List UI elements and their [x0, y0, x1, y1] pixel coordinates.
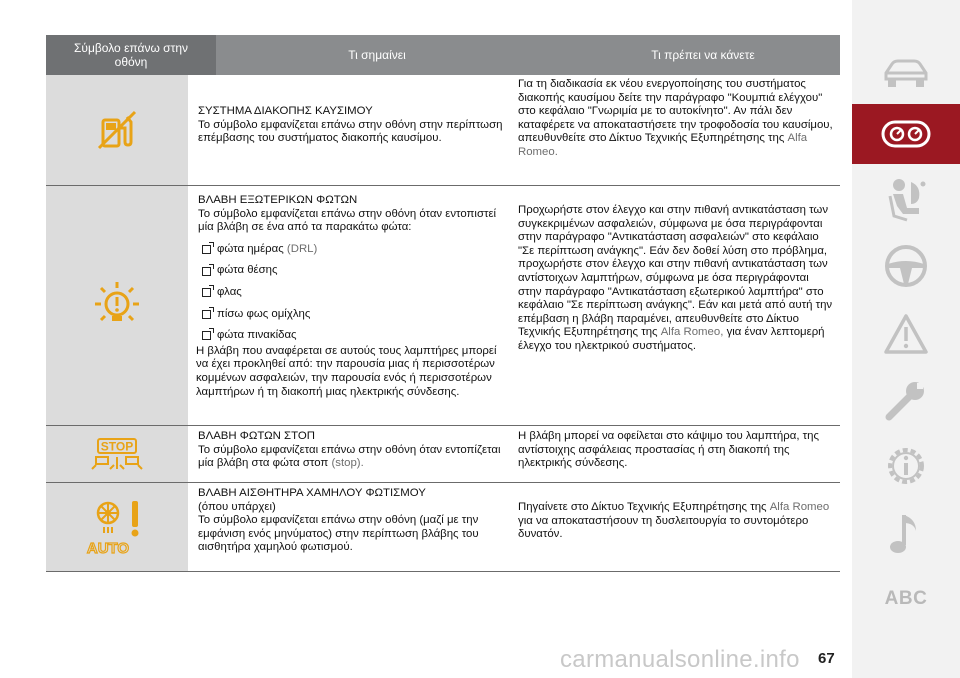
checkbox-bullet-icon	[202, 310, 211, 319]
watermark: carmanualsonline.info	[560, 646, 800, 673]
meaning-title: ΒΛΑΒΗ ΦΩΤΩΝ ΣΤΟΠ	[198, 430, 315, 442]
action-text: Για τη διαδικασία εκ νέου ενεργοποίησης του συστήματος διακοπής καυσίμου δείτε την παράγραφο "Κουμπιά ελέγχου" στο κεφάλαιο "Γνωριμία με το αυτοκίνητο". Αν πάλι δεν καταφέρετε να αποκαταστήσετε την τροφοδοσία του καυσίμου, απευθυνθείτε στο Δίκτυο Τεχνικής Εξυπηρέτησης της	[518, 78, 833, 145]
sidebar-item-maintenance[interactable]	[852, 436, 960, 496]
list-item	[202, 264, 504, 278]
meaning-text: Το σύμβολο εμφανίζεται επάνω στην οθόνη στην περίπτωση επέμβασης του συστήματος διακοπής καυσίμου.	[198, 118, 503, 145]
sidebar-item-multimedia[interactable]	[852, 504, 960, 564]
meaning-text: Το σύμβολο εμφανίζεται επάνω στην οθόνη όταν εντοπιστεί μία βλάβη σε ένα από τα παρακάτω φώτα:	[198, 207, 497, 234]
meaning-after: Η βλάβη που αναφέρεται σε αυτούς τους λαμπτήρες μπορεί να έχει προκληθεί από: την παρουσία μιας ή περισσοτέρων κομμένων ασφαλειών, την παρουσία ενός ή περισσοτέρων λαμπτήρων ή τη διακοπή μιας ηλεκτρικής σύνδεσης.	[196, 344, 497, 398]
table-header	[46, 35, 840, 75]
wrench-icon	[883, 377, 929, 423]
warning-symbols-table	[46, 35, 840, 572]
meaning-cell	[188, 75, 510, 185]
steering-wheel-icon	[884, 244, 928, 288]
table-row	[46, 186, 840, 426]
gear-info-icon	[883, 443, 929, 489]
sidebar-item-driving[interactable]	[852, 236, 960, 296]
symbol-cell	[46, 75, 188, 185]
meaning-extra: (stop).	[331, 457, 364, 470]
header-action: Τι πρέπει να κάνετε	[651, 48, 755, 62]
sidebar-item-car[interactable]	[852, 44, 960, 104]
auto-light-sensor-fault-icon	[84, 497, 150, 557]
sidebar-item-warnings[interactable]	[852, 304, 960, 364]
action-tail: για έναν λεπτομερή έλεγχο του ηλεκτρικού συστήματος.	[518, 326, 825, 352]
header-symbol: Σύμβολο επάνω στην οθόνη	[46, 35, 216, 75]
list-item	[202, 243, 504, 257]
sidebar-item-dashboard[interactable]	[852, 104, 960, 164]
action-text: Η βλάβη μπορεί να οφείλεται στο κάψιμο του λαμπτήρα, της αντίστοιχης ασφάλειας προστασίας ή στη διακοπή της ηλεκτρικής σύνδεσης.	[518, 430, 819, 470]
list-item	[202, 329, 504, 343]
action-cell	[510, 186, 840, 425]
warning-triangle-icon	[883, 313, 929, 355]
sidebar-item-emergency[interactable]	[852, 370, 960, 430]
action-text: Πηγαίνετε στο Δίκτυο Τεχνικής Εξυπηρέτησης της	[518, 501, 767, 513]
action-brand: Alfa Romeo	[769, 501, 830, 513]
action-cell	[510, 75, 840, 185]
meaning-title: ΒΛΑΒΗ ΑΙΣΘΗΤΗΡΑ ΧΑΜΗΛΟΥ ΦΩΤΙΣΜΟΥ	[198, 487, 426, 499]
bullet-extra: (DRL)	[286, 242, 318, 255]
symbol-cell	[46, 426, 188, 482]
action-cell	[510, 426, 840, 482]
list-item	[202, 308, 504, 322]
action-brand: Alfa Romeo,	[660, 326, 724, 339]
stop-icon-label: STOP	[100, 439, 134, 454]
action-tail: για να αποκαταστήσουν τη δυσλειτουργία το συντομότερο δυνατόν.	[518, 514, 809, 541]
stop-lights-fault-icon	[90, 435, 144, 473]
header-meaning: Τι σημαίνει	[348, 48, 406, 62]
sidebar-item-index[interactable]	[852, 572, 960, 626]
bullet-text: φώτα θέσης	[217, 264, 278, 277]
checkbox-bullet-icon	[202, 245, 211, 254]
symbol-cell	[46, 186, 188, 425]
meaning-title: ΒΛΑΒΗ ΕΞΩΤΕΡΙΚΩΝ ΦΩΤΩΝ	[198, 194, 358, 206]
table-row	[46, 75, 840, 186]
table-row	[46, 426, 840, 483]
list-item	[202, 286, 504, 300]
seat-airbag-icon	[881, 176, 931, 224]
meaning-title: ΣΥΣΤΗΜΑ ΔΙΑΚΟΠΗΣ ΚΑΥΣΙΜΟΥ	[198, 105, 373, 117]
meaning-cell	[188, 426, 510, 482]
chapter-sidebar	[852, 0, 960, 678]
meaning-sub: (όπου υπάρχει)	[198, 500, 276, 513]
meaning-text: Το σύμβολο εμφανίζεται επάνω στην οθόνη όταν εντοπίζεται μία βλάβη στα φώτα στοπ	[198, 443, 501, 470]
exterior-lights-fault-icon	[91, 280, 143, 332]
page-number: 67	[818, 650, 835, 667]
checkbox-bullet-icon	[202, 331, 211, 340]
action-cell	[510, 483, 840, 571]
checkbox-bullet-icon	[202, 267, 211, 276]
bullet-text: πίσω φως ομίχλης	[217, 307, 311, 320]
sidebar-item-safety[interactable]	[852, 170, 960, 230]
fuel-cutoff-icon	[95, 108, 139, 152]
car-icon	[881, 57, 931, 91]
meaning-cell	[188, 186, 510, 425]
bullet-text: φλας	[217, 285, 242, 298]
symbol-cell	[46, 483, 188, 571]
table-row	[46, 483, 840, 572]
bullet-text: φώτα ημέρας	[217, 242, 284, 255]
bullet-text: φώτα πινακίδας	[217, 329, 297, 342]
checkbox-bullet-icon	[202, 288, 211, 297]
music-note-icon	[888, 511, 924, 557]
index-label: ABC	[884, 588, 928, 609]
action-brand: Alfa Romeo.	[518, 132, 808, 158]
meaning-cell	[188, 483, 510, 571]
dashboard-gauges-icon	[880, 119, 932, 149]
meaning-text: Το σύμβολο εμφανίζεται επάνω στην οθόνη (μαζί με την εμφάνιση ενός μηνύματος) στην περίπτωση βλάβης του αισθητήρα χαμηλού φωτισμού.	[198, 514, 479, 554]
action-text: Προχωρήστε στον έλεγχο και στην πιθανή αντικατάσταση των συγκεκριμένων ασφαλειών, σύμφωνα με όσα περιγράφονται στην παράγραφο "Αντικατάσταση ασφαλειών" στο κεφάλαιο "Σε περίπτωση ανάγκης". Εάν δεν δοθεί λύση στο πρόβλημα, προχωρήστε στον έλεγχο και στην πιθανή αντικατάσταση των αντίστοιχων λαμπτήρων, σύμφωνα με όσα περιγράφονται στην παράγραφο "Αντικατάσταση εξωτερικού λαμπτήρα" στο κεφάλαιο "Σε περίπτωση ανάγκης". Εάν και μετά από αυτή την επέμβαση η βλάβη παραμένει, απευθυνθείτε στο Δίκτυο Τεχνικής Εξυπηρέτησης της	[518, 204, 833, 339]
auto-icon-label: AUTO	[86, 540, 130, 557]
